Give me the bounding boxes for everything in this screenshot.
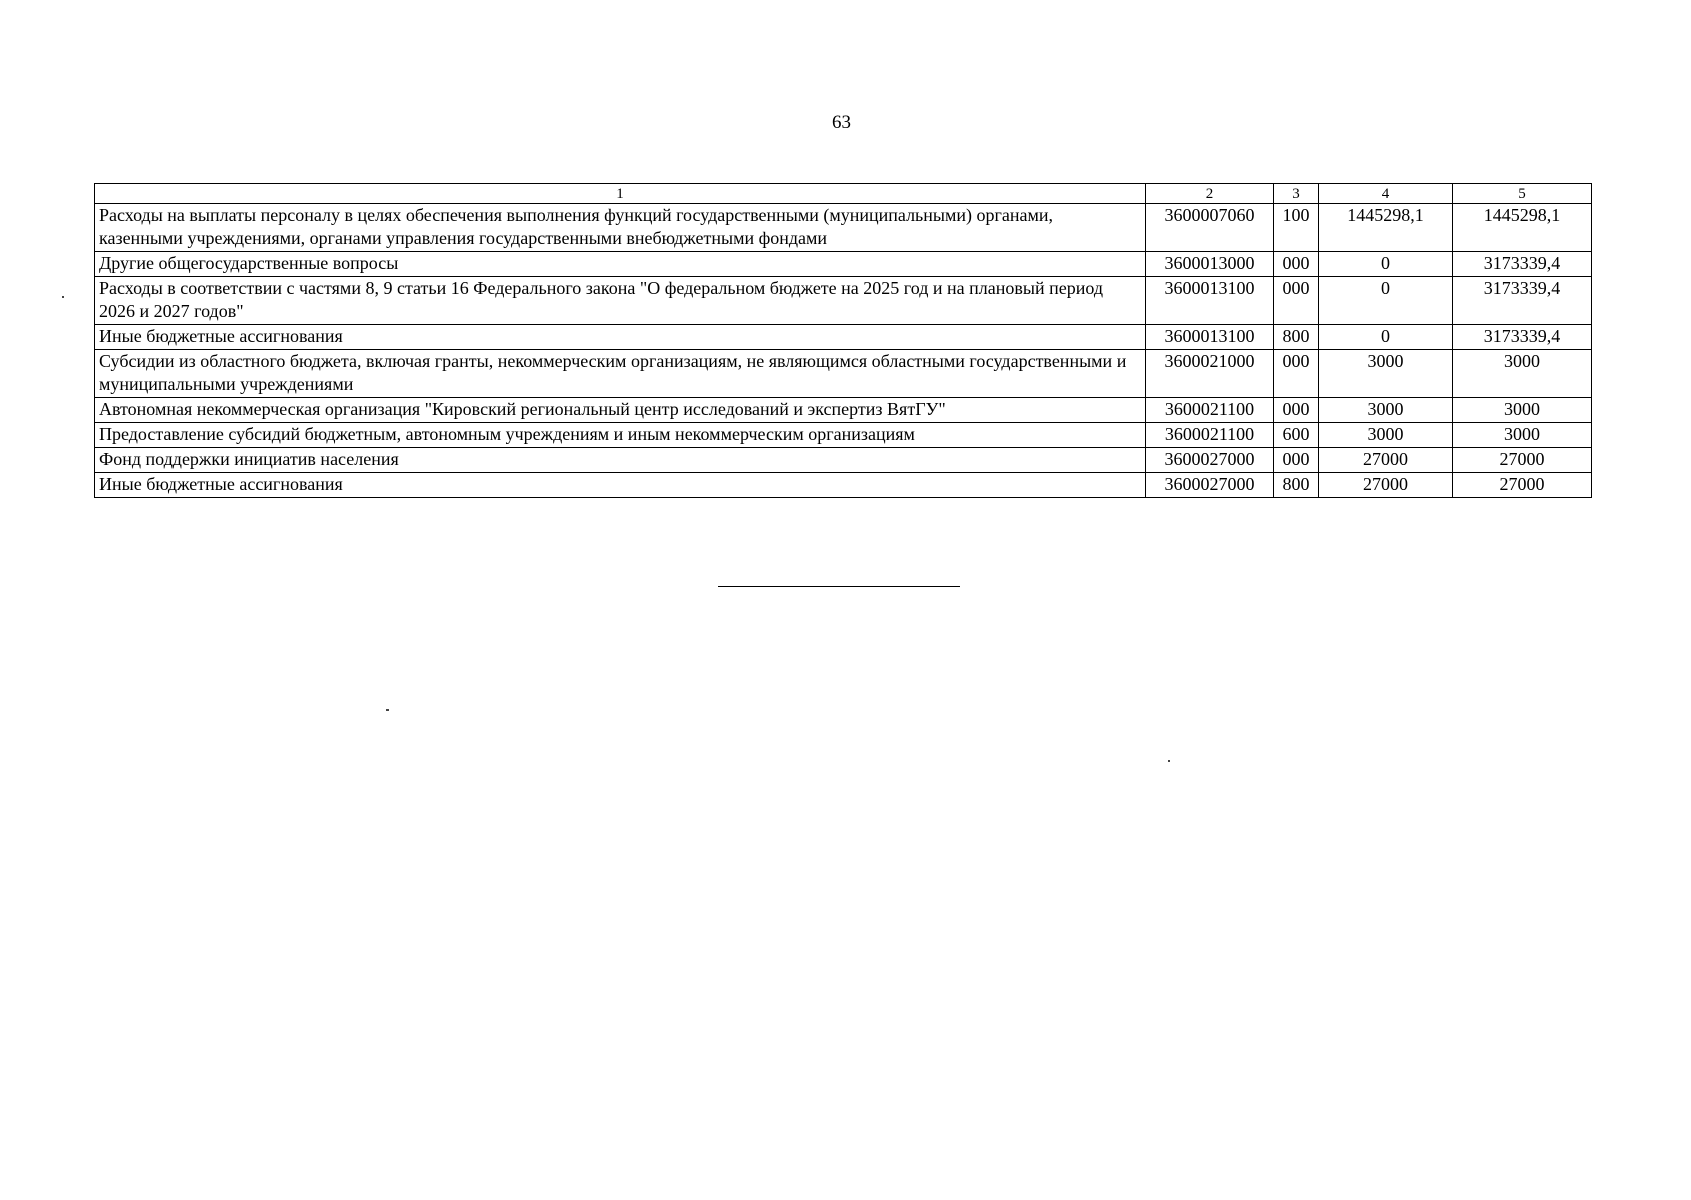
amount-col5-cell: 3173339,4: [1453, 325, 1592, 350]
target-code-cell: 3600007060: [1146, 204, 1274, 252]
header-cell: 1: [95, 184, 1146, 204]
amount-col4-cell: 0: [1319, 252, 1453, 277]
header-cell: 2: [1146, 184, 1274, 204]
scan-speck: [1168, 760, 1170, 762]
budget-table-body: [95, 184, 1592, 498]
expense-name-cell: Субсидии из областного бюджета, включая гранты, некоммерческим организациям, не являющимся областными государственными и муниципальными учреждениями: [95, 350, 1146, 398]
table-row: [95, 398, 1592, 423]
expense-name-cell: Фонд поддержки инициатив населения: [95, 448, 1146, 473]
amount-col4-cell: 27000: [1319, 448, 1453, 473]
amount-col5-cell: 3173339,4: [1453, 252, 1592, 277]
table-row: [95, 350, 1592, 398]
amount-col5-cell: 3000: [1453, 398, 1592, 423]
table-row: [95, 277, 1592, 325]
amount-col4-cell: 3000: [1319, 398, 1453, 423]
header-cell: 5: [1453, 184, 1592, 204]
expense-name-cell: Расходы в соответствии с частями 8, 9 статьи 16 Федерального закона "О федеральном бюджете на 2025 год и на плановый период 2026 и 2027 годов": [95, 277, 1146, 325]
expense-name-cell: Другие общегосударственные вопросы: [95, 252, 1146, 277]
expense-type-cell: 000: [1274, 398, 1319, 423]
amount-col4-cell: 3000: [1319, 423, 1453, 448]
expense-name-cell: Предоставление субсидий бюджетным, автономным учреждениям и иным некоммерческим организациям: [95, 423, 1146, 448]
target-code-cell: 3600021100: [1146, 398, 1274, 423]
expense-name-cell: Иные бюджетные ассигнования: [95, 473, 1146, 498]
page-number: [0, 112, 1691, 134]
amount-col5-cell: 3000: [1453, 350, 1592, 398]
page-number-text: 63: [832, 112, 851, 133]
expense-type-cell: 800: [1274, 473, 1319, 498]
expense-name-cell: Автономная некоммерческая организация "Кировский региональный центр исследований и экспертиз ВятГУ": [95, 398, 1146, 423]
header-cell: 4: [1319, 184, 1453, 204]
expense-type-cell: 000: [1274, 252, 1319, 277]
amount-col5-cell: 1445298,1: [1453, 204, 1592, 252]
table-header-row: [95, 184, 1592, 204]
amount-col5-cell: 27000: [1453, 473, 1592, 498]
budget-table: [94, 183, 1592, 498]
header-cell: 3: [1274, 184, 1319, 204]
scan-speck: [386, 709, 389, 711]
target-code-cell: 3600027000: [1146, 473, 1274, 498]
amount-col4-cell: 27000: [1319, 473, 1453, 498]
target-code-cell: 3600013100: [1146, 277, 1274, 325]
expense-type-cell: 000: [1274, 277, 1319, 325]
expense-type-cell: 600: [1274, 423, 1319, 448]
table-row: [95, 252, 1592, 277]
expense-type-cell: 800: [1274, 325, 1319, 350]
target-code-cell: 3600013100: [1146, 325, 1274, 350]
table-row: [95, 448, 1592, 473]
scan-speck: [62, 296, 64, 298]
closing-separator-line: [718, 586, 960, 587]
target-code-cell: 3600021100: [1146, 423, 1274, 448]
target-code-cell: 3600021000: [1146, 350, 1274, 398]
expense-name-cell: Расходы на выплаты персоналу в целях обеспечения выполнения функций государственными (муниципальными) органами, казенными учреждениями, органами управления государственными внебюджетными фондами: [95, 204, 1146, 252]
amount-col4-cell: 1445298,1: [1319, 204, 1453, 252]
amount-col4-cell: 3000: [1319, 350, 1453, 398]
table-row: [95, 325, 1592, 350]
table-row: [95, 423, 1592, 448]
table-row: [95, 204, 1592, 252]
amount-col5-cell: 27000: [1453, 448, 1592, 473]
target-code-cell: 3600027000: [1146, 448, 1274, 473]
amount-col4-cell: 0: [1319, 325, 1453, 350]
target-code-cell: 3600013000: [1146, 252, 1274, 277]
amount-col4-cell: 0: [1319, 277, 1453, 325]
table-row: [95, 473, 1592, 498]
expense-type-cell: 000: [1274, 350, 1319, 398]
expense-type-cell: 100: [1274, 204, 1319, 252]
amount-col5-cell: 3000: [1453, 423, 1592, 448]
expense-type-cell: 000: [1274, 448, 1319, 473]
amount-col5-cell: 3173339,4: [1453, 277, 1592, 325]
expense-name-cell: Иные бюджетные ассигнования: [95, 325, 1146, 350]
